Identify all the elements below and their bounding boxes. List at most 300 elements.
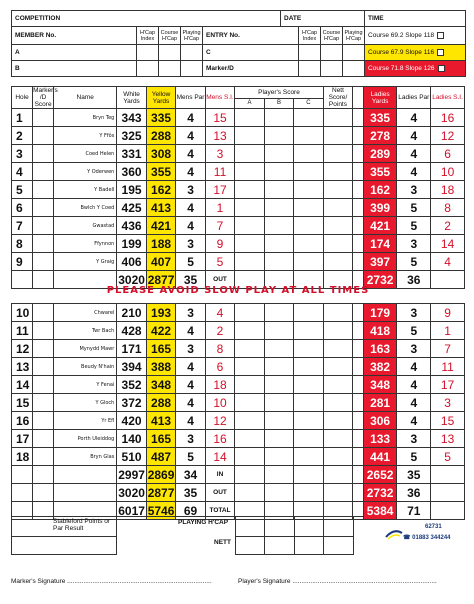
yellow-yards: 413 bbox=[146, 199, 175, 217]
mens-par: 4 bbox=[176, 199, 205, 217]
score-c-cell[interactable] bbox=[294, 145, 323, 163]
nett-c[interactable] bbox=[294, 537, 324, 555]
score-c-cell[interactable] bbox=[294, 199, 323, 217]
score-b-cell[interactable] bbox=[264, 181, 293, 199]
hole-name: Yr Efl bbox=[54, 412, 117, 430]
markers-score-cell[interactable] bbox=[33, 163, 54, 181]
hole-row bbox=[12, 127, 465, 145]
score-b-cell[interactable] bbox=[264, 304, 293, 322]
score-c-total[interactable] bbox=[294, 466, 323, 484]
yellow-yards: 421 bbox=[146, 217, 175, 235]
nett-score-cell[interactable] bbox=[323, 304, 352, 322]
score-c-cell[interactable] bbox=[294, 322, 323, 340]
mens-par: 5 bbox=[176, 448, 205, 466]
printer-mark bbox=[385, 524, 457, 546]
yellow-yards: 487 bbox=[146, 448, 175, 466]
member-no-field[interactable]: MEMBER No. bbox=[12, 27, 137, 45]
hole-name: Ffynnon bbox=[54, 235, 117, 253]
hole-name: Y Ffôs bbox=[54, 127, 117, 145]
ladies-si: 7 bbox=[431, 340, 465, 358]
score-a-cell[interactable] bbox=[235, 340, 264, 358]
nett-score-cell[interactable] bbox=[323, 145, 352, 163]
hole-name: Bwlch Y Coed bbox=[54, 199, 117, 217]
score-c-total[interactable] bbox=[294, 484, 323, 502]
score-c-cell[interactable] bbox=[294, 217, 323, 235]
ladies-par: 5 bbox=[397, 217, 431, 235]
hole-number: 5 bbox=[12, 181, 33, 199]
nett-score-cell[interactable] bbox=[323, 358, 352, 376]
front-nine-rows bbox=[12, 109, 465, 289]
markers-score-cell[interactable] bbox=[33, 412, 54, 430]
spacer bbox=[353, 87, 364, 109]
white-yards: 510 bbox=[117, 448, 146, 466]
hole-number: 11 bbox=[12, 322, 33, 340]
playing-hcap-b[interactable] bbox=[265, 517, 295, 537]
col-nett-score-header: Nett Score/ Points bbox=[323, 87, 352, 109]
markers-score-cell[interactable] bbox=[33, 358, 54, 376]
score-b-cell[interactable] bbox=[264, 412, 293, 430]
score-c-cell[interactable] bbox=[294, 304, 323, 322]
markers-score-cell[interactable] bbox=[33, 235, 54, 253]
entry-no-field[interactable]: ENTRY No. bbox=[203, 27, 299, 45]
ladies-yards-total: 2732 bbox=[363, 271, 397, 289]
ladies-si: 12 bbox=[431, 127, 465, 145]
score-a-cell[interactable] bbox=[235, 253, 264, 271]
printer-phone-number: 01883 344244 bbox=[412, 535, 451, 541]
ladies-yards: 418 bbox=[363, 322, 397, 340]
ladies-par: 4 bbox=[397, 145, 431, 163]
stableford-box-lower[interactable] bbox=[12, 537, 117, 555]
col-hole-header: Hole bbox=[12, 87, 33, 109]
ladies-si-blank bbox=[431, 484, 465, 502]
ladies-si: 15 bbox=[431, 412, 465, 430]
ladies-par-total: 36 bbox=[397, 484, 431, 502]
markers-score-cell[interactable] bbox=[33, 181, 54, 199]
hole-row bbox=[12, 163, 465, 181]
spacer bbox=[353, 517, 364, 537]
ladies-si-blank bbox=[431, 466, 465, 484]
mens-par: 3 bbox=[176, 430, 205, 448]
ladies-yards: 335 bbox=[363, 109, 397, 127]
nett-score-cell[interactable] bbox=[323, 199, 352, 217]
mens-par: 4 bbox=[176, 145, 205, 163]
player-b-field[interactable]: B bbox=[12, 61, 137, 77]
hole-number: 6 bbox=[12, 199, 33, 217]
yellow-yards-total: 5746 bbox=[147, 503, 175, 518]
hole-name: Y Graig bbox=[54, 253, 117, 271]
hole-row bbox=[12, 322, 465, 340]
player-c-playing-hcap[interactable] bbox=[343, 45, 365, 61]
col-ladies-si-header: Ladies S.I. bbox=[431, 87, 465, 109]
ladies-yards: 133 bbox=[363, 430, 397, 448]
blank-cell bbox=[12, 466, 33, 484]
nett-total-cell[interactable] bbox=[324, 537, 354, 555]
hole-row bbox=[12, 253, 465, 271]
nett-score-cell[interactable] bbox=[323, 322, 352, 340]
marker-hcap-index[interactable] bbox=[299, 61, 321, 77]
score-b-cell[interactable] bbox=[264, 253, 293, 271]
white-yards: 420 bbox=[117, 412, 146, 430]
ladies-par: 5 bbox=[397, 322, 431, 340]
hole-number: 13 bbox=[12, 358, 33, 376]
white-yards: 210 bbox=[117, 304, 146, 322]
nett-score-cell[interactable] bbox=[323, 109, 352, 127]
markers-score-cell[interactable] bbox=[33, 217, 54, 235]
playing-hcap-label: Playing H'Cap bbox=[181, 27, 203, 45]
playing-hcap-a[interactable] bbox=[235, 517, 265, 537]
yellow-yards: 388 bbox=[146, 358, 175, 376]
ladies-si: 17 bbox=[431, 376, 465, 394]
yellow-yards: 355 bbox=[146, 163, 175, 181]
mens-si: 2 bbox=[205, 322, 234, 340]
hole-row bbox=[12, 394, 465, 412]
markers-score-cell[interactable] bbox=[33, 253, 54, 271]
course-yellow-text: Course 67.9 Slope 116 bbox=[368, 49, 435, 57]
markers-score-cell[interactable] bbox=[33, 394, 54, 412]
markers-score-cell[interactable] bbox=[33, 145, 54, 163]
nett-score-cell[interactable] bbox=[323, 430, 352, 448]
yellow-yards: 165 bbox=[146, 430, 175, 448]
white-yards: 171 bbox=[117, 340, 146, 358]
nett-b[interactable] bbox=[265, 537, 295, 555]
mens-par: 3 bbox=[176, 340, 205, 358]
score-c-cell[interactable] bbox=[294, 394, 323, 412]
col-score-c-header: C bbox=[294, 99, 323, 109]
player-b-hcap-index[interactable] bbox=[137, 61, 159, 77]
course-red-text: Course 71.8 Slope 126 bbox=[368, 65, 435, 73]
ladies-yards-total: 2732 bbox=[363, 484, 397, 502]
ladies-yards: 306 bbox=[363, 412, 397, 430]
playing-hcap-c[interactable] bbox=[294, 517, 324, 537]
hcap-index-label-2: H'Cap Index bbox=[299, 27, 321, 45]
hole-row bbox=[12, 376, 465, 394]
score-c-cell[interactable] bbox=[294, 163, 323, 181]
player-a-playing-hcap[interactable] bbox=[181, 45, 203, 61]
mens-si: 5 bbox=[205, 253, 234, 271]
course-white-text: Course 69.2 Slope 118 bbox=[368, 32, 435, 40]
spacer bbox=[353, 163, 364, 181]
score-a-cell[interactable] bbox=[235, 109, 264, 127]
player-b-playing-hcap[interactable] bbox=[181, 61, 203, 77]
nett-score-cell[interactable] bbox=[323, 394, 352, 412]
spacer bbox=[353, 304, 364, 322]
checkbox-yellow[interactable] bbox=[437, 49, 444, 56]
yellow-yards-total: 2877 bbox=[147, 485, 175, 500]
total-label: IN bbox=[205, 466, 234, 484]
hole-name: Y Fenai bbox=[54, 376, 117, 394]
ladies-si: 16 bbox=[431, 109, 465, 127]
ladies-yards: 281 bbox=[363, 394, 397, 412]
course-rating-yellow bbox=[365, 45, 466, 61]
ladies-par: 3 bbox=[397, 235, 431, 253]
score-b-cell[interactable] bbox=[264, 376, 293, 394]
col-mens-si-header: Mens S.I. bbox=[205, 87, 234, 109]
white-yards: 360 bbox=[117, 163, 146, 181]
nett-label: NETT bbox=[214, 539, 231, 546]
white-yards: 325 bbox=[117, 127, 146, 145]
markers-signature[interactable]: Marker's Signature ................................................................................ bbox=[11, 578, 212, 585]
playing-hcap-nett[interactable] bbox=[324, 517, 354, 537]
markers-score-cell[interactable] bbox=[33, 430, 54, 448]
hole-number: 3 bbox=[12, 145, 33, 163]
score-b-cell[interactable] bbox=[264, 394, 293, 412]
col-white-yards-header: White Yards bbox=[117, 87, 146, 109]
score-a-cell[interactable] bbox=[235, 304, 264, 322]
player-a-hcap-index[interactable] bbox=[137, 45, 159, 61]
hole-number: 12 bbox=[12, 340, 33, 358]
hole-number: 4 bbox=[12, 163, 33, 181]
white-yards: 436 bbox=[117, 217, 146, 235]
col-ladies-yards-header: Ladies Yards bbox=[363, 87, 397, 109]
ladies-par: 4 bbox=[397, 376, 431, 394]
nett-score-cell[interactable] bbox=[323, 412, 352, 430]
score-c-cell[interactable] bbox=[294, 448, 323, 466]
nett-total[interactable] bbox=[323, 484, 352, 502]
yellow-yards: 162 bbox=[146, 181, 175, 199]
markers-score-cell[interactable] bbox=[33, 448, 54, 466]
white-yards: 425 bbox=[117, 199, 146, 217]
yellow-yards-total: 2869 bbox=[147, 467, 175, 482]
hole-number: 14 bbox=[12, 376, 33, 394]
player-a-course-hcap[interactable] bbox=[159, 45, 181, 61]
hole-name: Mynydd Mawr bbox=[54, 340, 117, 358]
ladies-si: 10 bbox=[431, 163, 465, 181]
mens-si: 10 bbox=[205, 394, 234, 412]
mens-si: 8 bbox=[205, 340, 234, 358]
score-b-cell[interactable] bbox=[264, 430, 293, 448]
out-repeat-row bbox=[12, 484, 465, 502]
course-hcap-label: Course H'Cap bbox=[159, 27, 181, 45]
score-a-cell[interactable] bbox=[235, 358, 264, 376]
score-a-total[interactable] bbox=[235, 466, 264, 484]
ladies-si: 8 bbox=[431, 199, 465, 217]
mens-si: 12 bbox=[205, 412, 234, 430]
hole-row bbox=[12, 448, 465, 466]
hole-number: 8 bbox=[12, 235, 33, 253]
players-signature[interactable]: Player's Signature ................................................................................ bbox=[238, 578, 437, 585]
ladies-si: 4 bbox=[431, 253, 465, 271]
score-c-cell[interactable] bbox=[294, 412, 323, 430]
hole-number: 10 bbox=[12, 304, 33, 322]
ladies-si: 14 bbox=[431, 235, 465, 253]
yellow-yards: 165 bbox=[146, 340, 175, 358]
mens-par: 3 bbox=[176, 235, 205, 253]
score-b-cell[interactable] bbox=[264, 358, 293, 376]
score-b-cell[interactable] bbox=[264, 163, 293, 181]
score-a-cell[interactable] bbox=[235, 127, 264, 145]
markers-score-cell[interactable] bbox=[33, 127, 54, 145]
nett-total[interactable] bbox=[323, 466, 352, 484]
printer-code: 62731 bbox=[425, 524, 442, 530]
hole-number: 16 bbox=[12, 412, 33, 430]
player-c-field[interactable]: C bbox=[203, 45, 299, 61]
course-rating-red bbox=[365, 61, 466, 77]
score-a-cell[interactable] bbox=[235, 412, 264, 430]
time-field[interactable]: TIME bbox=[365, 11, 466, 27]
spacer bbox=[353, 376, 364, 394]
hole-name: Chwarel bbox=[54, 304, 117, 322]
nett-score-cell[interactable] bbox=[323, 127, 352, 145]
hole-name: Gwastad bbox=[54, 217, 117, 235]
col-markers-score-header: Marker's /D Score bbox=[33, 87, 58, 108]
nett-score-cell[interactable] bbox=[323, 217, 352, 235]
mens-par-total: 35 bbox=[176, 484, 205, 502]
player-b-course-hcap[interactable] bbox=[159, 61, 181, 77]
ladies-yards: 278 bbox=[363, 127, 397, 145]
markers-score-cell[interactable] bbox=[33, 109, 54, 127]
mens-par: 4 bbox=[176, 163, 205, 181]
score-a-cell[interactable] bbox=[235, 235, 264, 253]
score-a-cell[interactable] bbox=[235, 181, 264, 199]
nett-score-cell[interactable] bbox=[323, 448, 352, 466]
score-a-cell[interactable] bbox=[235, 145, 264, 163]
mens-par: 4 bbox=[176, 322, 205, 340]
ladies-si: 1 bbox=[431, 322, 465, 340]
score-b-cell[interactable] bbox=[264, 109, 293, 127]
markers-score-cell[interactable] bbox=[33, 304, 54, 322]
hole-name: Y Oderwen bbox=[54, 163, 117, 181]
total-label: OUT bbox=[205, 484, 234, 502]
white-yards: 428 bbox=[117, 322, 146, 340]
score-b-total[interactable] bbox=[264, 484, 293, 502]
score-c-cell[interactable] bbox=[294, 181, 323, 199]
ladies-par: 3 bbox=[397, 430, 431, 448]
yellow-yards: 288 bbox=[146, 394, 175, 412]
col-players-score-header: Player's Score bbox=[235, 87, 323, 99]
ladies-par-total: 35 bbox=[397, 466, 431, 484]
score-b-cell[interactable] bbox=[264, 127, 293, 145]
mens-si: 6 bbox=[205, 358, 234, 376]
back-nine-rows bbox=[12, 304, 465, 520]
markers-score-cell[interactable] bbox=[33, 376, 54, 394]
ladies-si: 18 bbox=[431, 181, 465, 199]
score-a-cell[interactable] bbox=[235, 376, 264, 394]
hole-row bbox=[12, 340, 465, 358]
score-b-cell[interactable] bbox=[264, 322, 293, 340]
yellow-yards: 308 bbox=[146, 145, 175, 163]
player-c-hcap-index[interactable] bbox=[299, 45, 321, 61]
mens-si: 11 bbox=[205, 163, 234, 181]
mens-si: 1 bbox=[205, 199, 234, 217]
mens-par: 3 bbox=[176, 304, 205, 322]
ladies-yards-total: 2652 bbox=[363, 466, 397, 484]
spacer bbox=[353, 466, 364, 484]
spacer bbox=[353, 322, 364, 340]
hole-number: 17 bbox=[12, 430, 33, 448]
score-b-cell[interactable] bbox=[264, 199, 293, 217]
yellow-yards: 188 bbox=[146, 235, 175, 253]
score-b-cell[interactable] bbox=[264, 145, 293, 163]
mens-si: 9 bbox=[205, 235, 234, 253]
score-a-total[interactable] bbox=[235, 484, 264, 502]
white-yards: 331 bbox=[117, 145, 146, 163]
score-c-cell[interactable] bbox=[294, 358, 323, 376]
spacer bbox=[353, 394, 364, 412]
score-a-cell[interactable] bbox=[235, 394, 264, 412]
course-hcap-label-2: Course H'Cap bbox=[321, 27, 343, 45]
yellow-yards: 407 bbox=[146, 253, 175, 271]
score-a-cell[interactable] bbox=[235, 430, 264, 448]
mens-par: 4 bbox=[176, 217, 205, 235]
score-a-cell[interactable] bbox=[235, 199, 264, 217]
marker-playing-hcap[interactable] bbox=[343, 61, 365, 77]
white-yards: 195 bbox=[117, 181, 146, 199]
score-a-cell[interactable] bbox=[235, 217, 264, 235]
ladies-par: 5 bbox=[397, 448, 431, 466]
markers-score-cell[interactable] bbox=[33, 340, 54, 358]
checkbox-red[interactable] bbox=[438, 65, 445, 72]
score-c-cell[interactable] bbox=[294, 109, 323, 127]
ladies-yards: 179 bbox=[363, 304, 397, 322]
competition-field[interactable]: COMPETITION bbox=[12, 11, 281, 27]
score-a-cell[interactable] bbox=[235, 163, 264, 181]
nett-a[interactable] bbox=[235, 537, 265, 555]
front-nine-table bbox=[11, 86, 465, 289]
score-c-cell[interactable] bbox=[294, 235, 323, 253]
hole-row bbox=[12, 358, 465, 376]
score-c-cell[interactable] bbox=[294, 430, 323, 448]
yellow-yards: 193 bbox=[146, 304, 175, 322]
date-field[interactable]: DATE bbox=[281, 11, 365, 27]
nett-score-cell[interactable] bbox=[323, 235, 352, 253]
score-b-cell[interactable] bbox=[264, 235, 293, 253]
hole-number: 1 bbox=[12, 109, 33, 127]
nett-score-cell[interactable] bbox=[323, 253, 352, 271]
hole-name: Bryn Glas bbox=[54, 448, 117, 466]
yellow-yards: 422 bbox=[146, 322, 175, 340]
col-mens-par-header: Mens Par bbox=[176, 87, 205, 109]
score-c-cell[interactable] bbox=[294, 340, 323, 358]
ladies-par: 5 bbox=[397, 253, 431, 271]
markers-score-cell[interactable] bbox=[33, 199, 54, 217]
score-b-cell[interactable] bbox=[264, 217, 293, 235]
ladies-yards: 421 bbox=[363, 217, 397, 235]
score-b-cell[interactable] bbox=[264, 448, 293, 466]
nett-score-cell[interactable] bbox=[323, 376, 352, 394]
player-c-course-hcap[interactable] bbox=[321, 45, 343, 61]
hole-row bbox=[12, 145, 465, 163]
nett-score-cell[interactable] bbox=[323, 163, 352, 181]
col-score-a-header: A bbox=[235, 99, 264, 109]
ladies-yards: 397 bbox=[363, 253, 397, 271]
ladies-yards: 382 bbox=[363, 358, 397, 376]
score-a-cell[interactable] bbox=[235, 448, 264, 466]
mens-par-total: 35 bbox=[176, 271, 205, 289]
score-c-cell[interactable] bbox=[294, 127, 323, 145]
nett-score-cell[interactable] bbox=[323, 181, 352, 199]
player-a-field[interactable]: A bbox=[12, 45, 137, 61]
nett-score-cell[interactable] bbox=[323, 340, 352, 358]
markers-score-cell[interactable] bbox=[33, 322, 54, 340]
score-c-cell[interactable] bbox=[294, 376, 323, 394]
printer-phone: ☎ 01883 344244 bbox=[403, 535, 451, 541]
checkbox-white[interactable] bbox=[437, 32, 444, 39]
marker-course-hcap[interactable] bbox=[321, 61, 343, 77]
marker-d-field[interactable]: Marker/D bbox=[203, 61, 299, 77]
white-yards: 199 bbox=[117, 235, 146, 253]
score-b-total[interactable] bbox=[264, 466, 293, 484]
score-a-cell[interactable] bbox=[235, 322, 264, 340]
col-ladies-par-header: Ladies Par bbox=[397, 87, 431, 109]
hole-name: Bryn Teg bbox=[54, 109, 117, 127]
score-b-cell[interactable] bbox=[264, 340, 293, 358]
hole-number: 18 bbox=[12, 448, 33, 466]
score-c-cell[interactable] bbox=[294, 253, 323, 271]
white-yards-total: 3020 bbox=[118, 272, 145, 287]
ladies-yards: 162 bbox=[363, 181, 397, 199]
spacer bbox=[353, 358, 364, 376]
ladies-si: 5 bbox=[431, 448, 465, 466]
